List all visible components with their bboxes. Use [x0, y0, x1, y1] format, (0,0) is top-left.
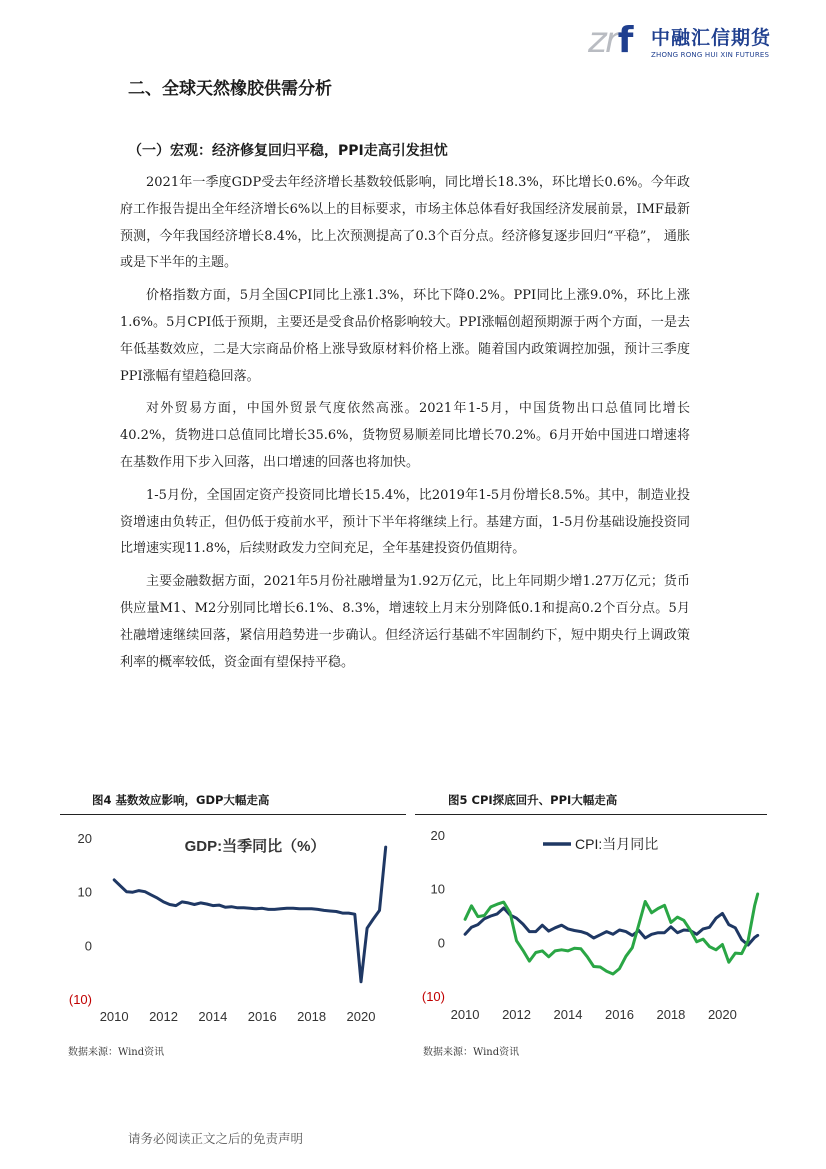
x-tick-label: 2012 [502, 1007, 531, 1022]
series-line-gdp [114, 847, 386, 982]
x-tick-label: 2018 [297, 1009, 327, 1024]
paragraph-foreign-trade: 对外贸易方面，中国外贸景气度依然高涨。2021年1-5月，中国货物出口总值同比增长40.2%，货物进口总值同比增长35.6%，货物贸易顺差同比增长70.2%。6月开始中国进口增速将在基数作用下步入回落，出口增速的回落也将加快。 [120, 401, 690, 470]
paragraph-gdp: 2021年一季度GDP受去年经济增长基数较低影响，同比增长18.3%，环比增长0.6%。今年政府工作报告提出全年经济增长6%以上的目标要求，市场主体总体看好我国经济发展前景，IMF最新预测，今年我国经济增长8.4%，比上次预测提高了0.3个百分点。经济修复逐步回归“平稳”， 通胀或是下半年的主题。 [120, 175, 690, 271]
x-tick-label: 2010 [450, 1007, 480, 1022]
y-tick-label: 10 [77, 884, 92, 900]
x-tick-label: 2010 [99, 1009, 129, 1024]
x-tick-label: 2016 [605, 1007, 634, 1022]
section-title: 二、全球天然橡胶供需分析 [128, 79, 332, 99]
y-tick-label: 20 [430, 828, 445, 843]
legend-label: CPI:当月同比 [575, 836, 659, 852]
logo-mark: zrf [588, 20, 632, 61]
x-tick-label: 2012 [149, 1009, 178, 1024]
cpi-ppi-chart [415, 815, 767, 1033]
paragraph-price-index: 价格指数方面，5月全国CPI同比上涨1.3%，环比下降0.2%。PPI同比上涨9.0%，环比上涨1.6%。5月CPI低于预期，主要还是受食品价格影响较大。PPI涨幅创超预期源于两个方面，一是去年低基数效应，二是大宗商品价格上涨导致原材料价格上涨。随着国内政策调控加强，预计三季度PPI涨幅有望趋稳回落。 [120, 288, 690, 384]
subsection-title: （一）宏观：经济修复回归平稳，PPI走高引发担忧 [128, 143, 448, 159]
body-text [120, 170, 690, 682]
paragraph-investment: 1-5月份，全国固定资产投资同比增长15.4%，比2019年1-5月份增长8.5%。其中，制造业投资增速由负转正，但仍低于疫前水平，预计下半年将继续上行。基建方面，1-5月份基础设施投资同比增速实现11.8%，后续财政发力空间充足，全年基建投资仍值期待。 [120, 487, 690, 557]
x-tick-label: 2016 [247, 1009, 277, 1024]
figure5-source: 数据来源：Wind资讯 [423, 1047, 520, 1058]
y-tick-label: 0 [84, 938, 92, 954]
figure4-caption: 图4 基数效应影响，GDP大幅走高 [92, 793, 270, 807]
disclaimer-footer: 请务必阅读正文之后的免责声明 [128, 1131, 304, 1146]
x-tick-label: 2020 [346, 1009, 376, 1024]
y-tick-label: 0 [437, 935, 445, 951]
chart-title: GDP:当季同比（%） [184, 838, 326, 855]
y-tick-label: 10 [430, 881, 445, 897]
paragraph-finance: 主要金融数据方面，2021年5月份社融增量为1.92万亿元，比上年同期少增1.27万亿元；货币供应量M1、M2分别同比增长6.1%、8.3%，增速较上月末分别降低0.1和提高0.2个百分点。5月社融增速继续回落，紧信用趋势进一步确认。但经济运行基础不牢固制约下，短中期央行上调政策利率的概率较低，资金面有望保持平稳。 [120, 574, 690, 670]
x-tick-label: 2014 [198, 1009, 228, 1024]
figure4-source: 数据来源：Wind资讯 [68, 1047, 165, 1058]
x-tick-label: 2018 [656, 1007, 686, 1022]
company-logo [588, 18, 788, 66]
y-tick-label: (10) [421, 989, 445, 1004]
figure5-caption: 图5 CPI探底回升、PPI大幅走高 [448, 793, 618, 807]
logo-english-name: ZHONG RONG HUI XIN FUTURES [651, 51, 770, 59]
gdp-chart [60, 815, 406, 1033]
x-tick-label: 2014 [553, 1007, 583, 1022]
y-tick-label: 20 [77, 831, 92, 846]
logo-chinese-name: 中融汇信期货 [651, 27, 772, 49]
y-tick-label: (10) [68, 992, 92, 1007]
x-tick-label: 2020 [707, 1007, 737, 1022]
